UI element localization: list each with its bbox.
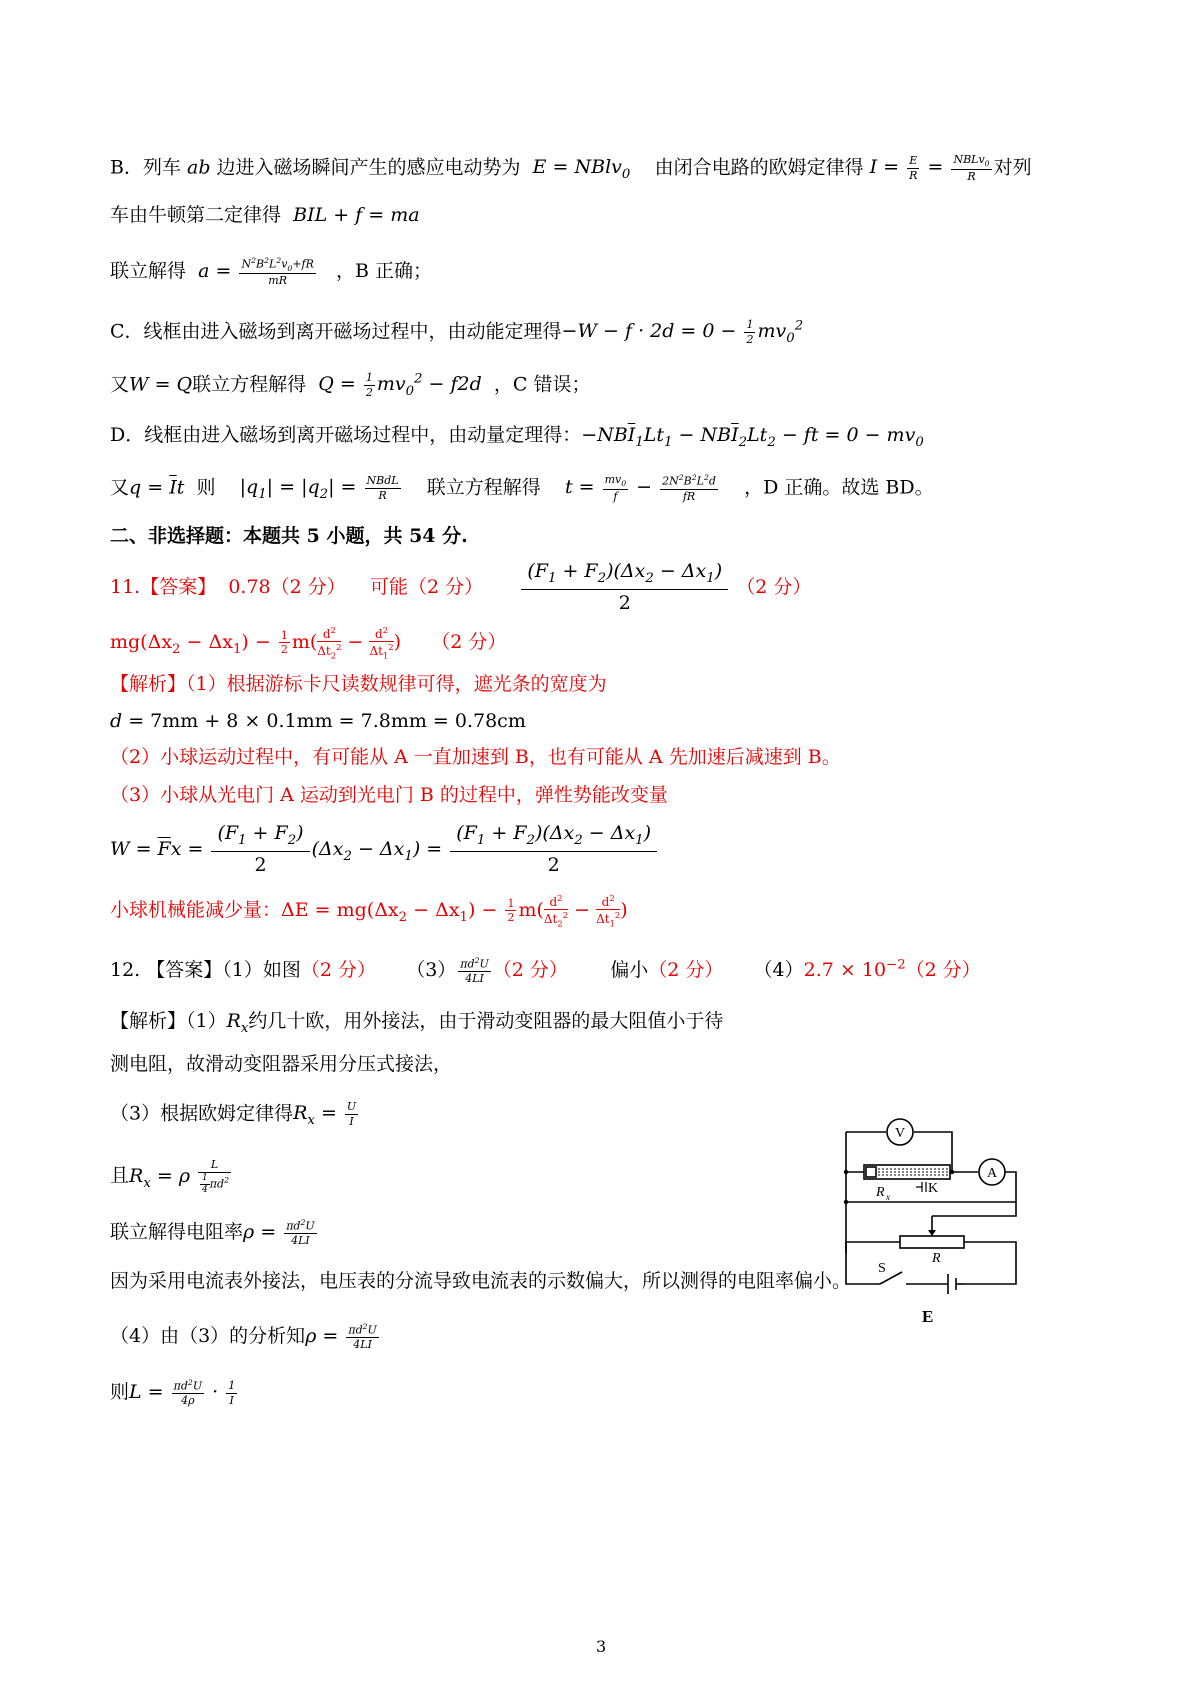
q11-analysis-3: （3）小球从光电门 A 运动到光电门 B 的过程中，弹性势能改变量 [110,784,668,806]
q12-analysis-5: 联立解得电阻率ρ = $\frac{\pi d^2U}{4LI}$ [110,1218,315,1248]
option-b-line-1: B．列车 ab 边进入磁场瞬间产生的感应电动势为 E = NBlv$_0$ 由闭合电路的欧姆定律得 I = $\frac{E}{R}$ = $\frac{NBLv_0}{R}$ 对列 [110,153,1032,183]
q11-analysis-2: （2）小球运动过程中，有可能从 A 一直加速到 B，也有可能从 A 先加速后减速到 B。 [110,746,841,768]
rx-label: R [876,1185,885,1200]
q12-analysis-8: 则L = $\frac{\pi d^2U}{4\rho}$ · $\frac{1}{I}$ [110,1378,236,1408]
option-d-line-2: 又$q = \overline{I}t$ 则 $|q_1| = |q_2|$ = $\frac{\text{NBdL}}{R}$ 联立方程解得 t = $\frac{mv_0}{f}$ − $\frac{2N^2B^2L^2d}{fR}$ ，D 正确。故选 BD。 [110,473,934,503]
q12-analysis-7: （4）由（3）的分析知ρ = $\frac{\pi d^2U}{4LI}$ [110,1322,377,1352]
q11-answer-line-2: $mg(\Delta x_2 - \Delta x_1)$ − $\frac{1}{2}$ m( $\frac{d^2}{\Delta t_2^2}$ − $\frac{d^2}{\Delta t_1^2}$ ) （2 分） [110,625,507,661]
option-b-line-2: 车由牛顿第二定律得 BIL + f = ma [110,204,420,226]
q12-analysis-4: 且$R_x = \rho$ L $\frac{1}{4}$ $\pi d^2$ [110,1158,229,1195]
q11-work-formula: $W = \overline{F}x$ = $\frac{(F_1 + F_2)}{2}$ $(\Delta x_2 - \Delta x_1)$ = $\frac{(F_1 + F_2)(\Delta x_2 - \Delta x_1)}{2}$ [110,822,659,878]
page-number: 3 [596,1637,607,1656]
section-heading: 二、非选择题：本题共 5 小题，共 54 分. [110,525,468,547]
r-label: R [932,1251,941,1266]
k-label: K [928,1181,939,1196]
option-b-line-3: 联立解得 a = $\frac{N^2B^2L^2v_0+fR}{mR}$ ，B 正确； [110,256,433,288]
q12-analysis-3: （3）根据欧姆定律得$R_x$ = $\frac{U}{I}$ [110,1100,357,1129]
q12-analysis-6: 因为采用电流表外接法，电压表的分流导致电流表的示数偏大，所以测得的电阻率偏小。 [110,1270,852,1292]
q12-answer-line: 12. 【答案】（1）如图（2 分） （3） $\frac{\pi d^2U}{4LI}$ （2 分） 偏小（2 分） $(4)2.7 \times 10^{-2}(2$ 分） [110,956,981,986]
q11-width-formula: d = 7mm + 8 × 0.1mm = 7.8mm = 0.78cm [110,710,526,732]
ammeter-label: A [987,1166,998,1181]
emf-formula: E = NBlv$_0$ [526,156,631,183]
q12-analysis-2: 测电阻，故滑动变阻器采用分压式接法， [110,1053,453,1075]
q11-analysis-1: 【解析】（1）根据游标卡尺读数规律可得，遮光条的宽度为 [110,673,607,695]
rx-subscript: x [886,1192,890,1202]
option-c-line-1: C．线框由进入磁场到离开磁场过程中，由动能定理得−W − f · 2d = 0 − $\frac{1}{2}$ $mv_0^2$ [110,318,804,347]
q11-answer-line-1: 11.【答案】 0.78（2 分） 可能（2 分） $\frac{(F_1 + F_2)(\Delta x_2 - \Delta x_1)}{2}$ （2 分） [110,560,812,615]
figure-caption: E [922,1307,934,1326]
option-d-line-1: D．线框由进入磁场到离开磁场过程中，由动量定理得：$-NB\overline{I}_1Lt_1 - NB\overline{I}_2Lt_2$ − ft = $0 - mv_0$ [110,424,924,450]
voltmeter-label: V [895,1126,906,1141]
option-c-line-2: 又W = Q联立方程解得 Q = $\frac{1}{2}$ $mv_0^2 - f2d$ ，C 错误； [110,371,591,400]
q11-analysis-4: 小球机械能减少量：$\Delta E = mg(\Delta x_2 - \Delta x_1)$ − $\frac{1}{2}$ m( $\frac{d^2}{\Delta t_2^2}$ − $\frac{d^2}{\Delta t_1^2}$ ) [110,893,628,929]
current-formula: I = $\frac{E}{R}$ = $\frac{NBLv_0}{R}$ [869,153,990,183]
switch-label: S [878,1261,886,1276]
q12-analysis-1: 【解析】$(1)R_x$约几十欧，用外接法，由于滑动变阻器的最大阻值小于待 [110,1010,724,1036]
circuit-diagram [840,1108,1040,1328]
